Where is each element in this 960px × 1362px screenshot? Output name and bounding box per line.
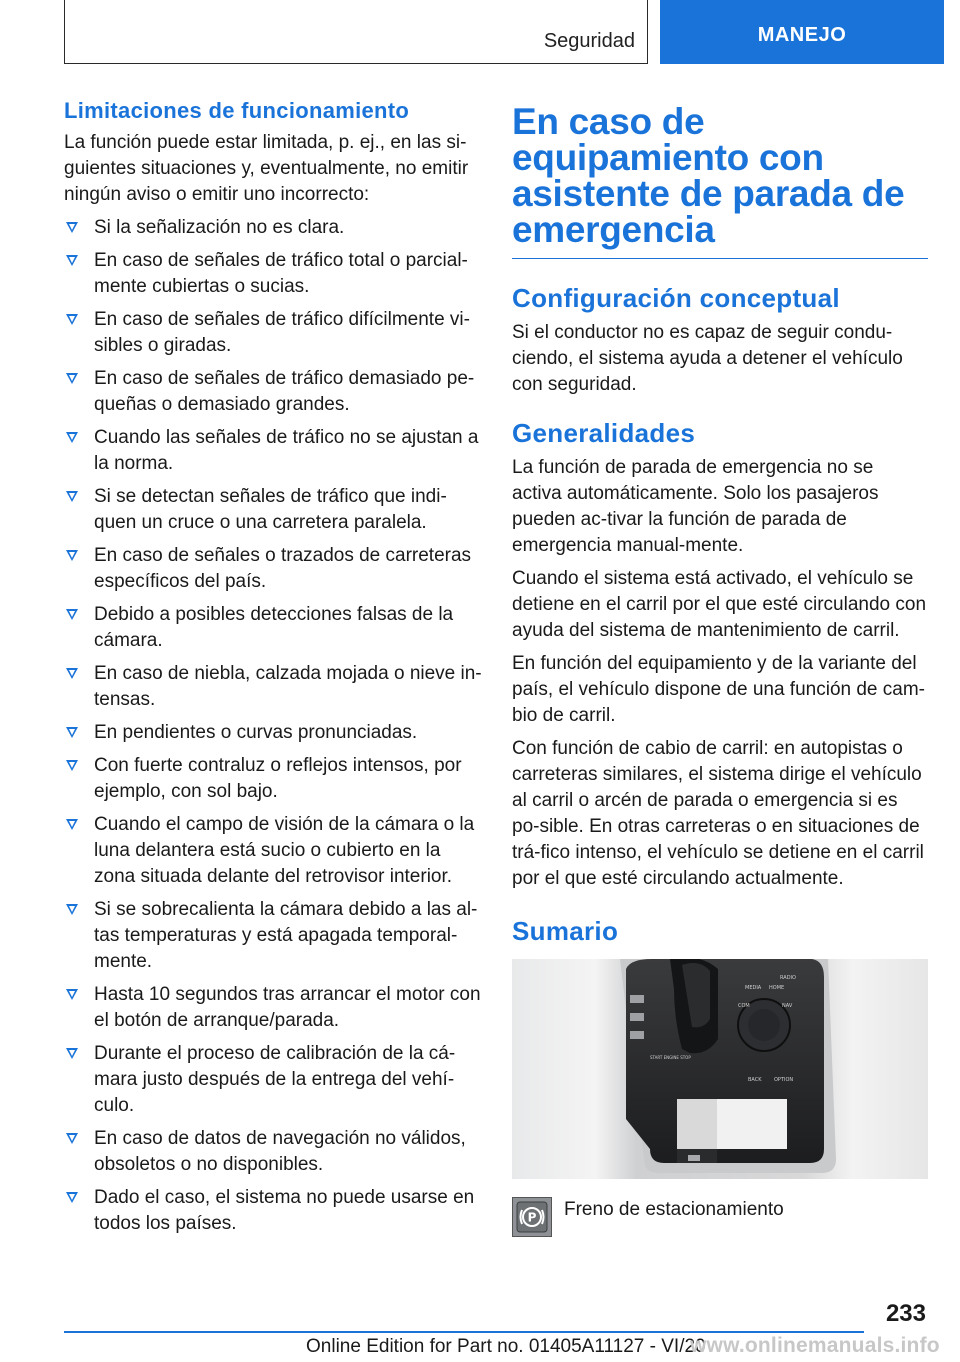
general-paragraph: En función del equipamiento y de la variante del país, el vehículo dispone de una función de cam-bio de carril. [512,653,925,726]
triangle-bullet-icon [66,255,78,266]
limitation-text: En pendientes o curvas pronunciadas. [94,722,418,743]
general-section [512,455,928,892]
limitation-text: En caso de señales de tráfico total o parcial-mente cubiertas o sucias. [94,250,468,297]
home-button-label: HOME [769,985,785,991]
radio-button-label: RADIO [780,975,796,981]
media-button-label: MEDIA [745,985,762,991]
left-column [64,98,482,1244]
limitation-item [64,366,482,418]
limitation-item [64,425,482,477]
triangle-bullet-icon [66,1192,78,1203]
limitation-item [64,661,482,713]
limitation-text: Si la señalización no es clara. [94,217,345,238]
nav-button-label: NAV [782,1003,793,1009]
limitation-text: Con fuerte contraluz o reflejos intensos, por ejemplo, con sol bajo. [94,755,462,802]
limitation-text: En caso de señales o trazados de carreteras específicos del país. [94,545,472,592]
limitation-text: Durante el proceso de calibración de la cá-mara justo después de la entrega del vehí-culo. [94,1043,456,1116]
general-paragraph: Con función de cabio de carril: en autopistas o carreteras similares, el sistema dirige el vehículo al carril o arcén de parada o emergencia si es po-sible. En otras carreteras o en situaciones de trá-fico intenso, el vehículo se detiene en el carril por el que esté circulando actualmente. [512,738,924,889]
parking-brake-label: Freno de estacionamiento [564,1199,784,1220]
summary-heading: Sumario [512,916,619,946]
triangle-bullet-icon [66,668,78,679]
limitation-item [64,484,482,536]
limitation-item [64,753,482,805]
triangle-bullet-icon [66,727,78,738]
limitation-text: Si se detectan señales de tráfico que indi-quen un cruce o una carretera paralela. [94,486,447,533]
general-paragraph: Cuando el sistema está activado, el vehículo se detiene en el carril por el que esté circulando con ayuda del sistema de mantenimiento de carril. [512,568,927,641]
limitation-item [64,215,482,241]
limitation-item [64,812,482,890]
chapter-tab[interactable]: MANEJO [660,0,944,64]
limitation-item [64,1041,482,1119]
watermark: www.onlinemanuals.info [690,1334,940,1357]
concept-text: Si el conductor no es capaz de seguir condu-ciendo, el sistema ayuda a detener el vehículo con seguridad. [512,322,903,395]
page-number: 233 [885,1300,926,1327]
limitation-item [64,1126,482,1178]
com-button-label: COM [738,1003,750,1009]
center-console-photo [512,959,928,1179]
option-button-label: OPTION [774,1077,794,1083]
edition-text: Online Edition for Part no. 01405A11127 - VI/20 [306,1336,706,1357]
triangle-bullet-icon [66,373,78,384]
triangle-bullet-icon [66,222,78,233]
limitation-item [64,307,482,359]
limitation-text: En caso de niebla, calzada mojada o nieve in-tensas. [94,663,482,710]
limitations-list [64,215,482,1237]
limitation-item [64,543,482,595]
start-stop-label: START ENGINE STOP [650,1055,691,1060]
emergency-stop-title: En caso de equipamiento con asistente de parada de emergencia [512,104,928,259]
triangle-bullet-icon [66,1048,78,1059]
limitation-text: Si se sobrecalienta la cámara debido a las al-tas temperaturas y está apagada temporal-mente. [94,899,478,972]
limitation-text: Hasta 10 segundos tras arrancar el motor con el botón de arranque/parada. [94,984,481,1031]
back-button-label: BACK [748,1077,762,1083]
limitation-item [64,897,482,975]
triangle-bullet-icon [66,819,78,830]
triangle-bullet-icon [66,904,78,915]
limitations-heading: Limitaciones de funcionamiento [64,98,410,123]
legend-parking-brake [512,1197,928,1247]
header-box [64,0,648,64]
limitations-intro: La función puede estar limitada, p. ej., en las si-guientes situaciones y, eventualmente, no emitir ningún aviso o emitir uno incorrecto: [64,132,469,205]
limitation-text: Cuando el campo de visión de la cámara o la luna delantera está sucio o cubierto en la zona situada delante del retrovisor interior. [94,814,475,887]
limitation-text: Dado el caso, el sistema no puede usarse en todos los países. [94,1187,475,1234]
limitation-item [64,1185,482,1237]
section-label: Seguridad [543,30,635,52]
triangle-bullet-icon [66,609,78,620]
general-paragraph: La función de parada de emergencia no se activa automáticamente. Solo los pasajeros pueden ac-tivar la función de parada de emergencia manual-mente. [512,457,879,556]
svg-text:P: P [527,1210,537,1225]
limitation-text: En caso de datos de navegación no válidos, obsoletos o no disponibles. [94,1128,466,1175]
triangle-bullet-icon [66,432,78,443]
limitation-text: Debido a posibles detecciones falsas de la cámara. [94,604,454,651]
parking-brake-icon [512,1197,552,1237]
triangle-bullet-icon [66,1133,78,1144]
triangle-bullet-icon [66,760,78,771]
footer-divider [64,1331,864,1333]
general-heading: Generalidades [512,418,696,448]
limitation-text: En caso de señales de tráfico demasiado pe-queñas o demasiado grandes. [94,368,475,415]
limitation-text: En caso de señales de tráfico difícilmente vi-sibles o giradas. [94,309,470,356]
limitation-text: Cuando las señales de tráfico no se ajustan a la norma. [94,427,479,474]
triangle-bullet-icon [66,550,78,561]
triangle-bullet-icon [66,491,78,502]
limitation-item [64,982,482,1034]
concept-heading: Configuración conceptual [512,283,840,313]
console-illustration [512,959,928,1179]
triangle-bullet-icon [66,989,78,1000]
limitation-item [64,248,482,300]
right-column [512,101,928,1247]
triangle-bullet-icon [66,314,78,325]
limitation-item [64,720,482,746]
limitation-item [64,602,482,654]
